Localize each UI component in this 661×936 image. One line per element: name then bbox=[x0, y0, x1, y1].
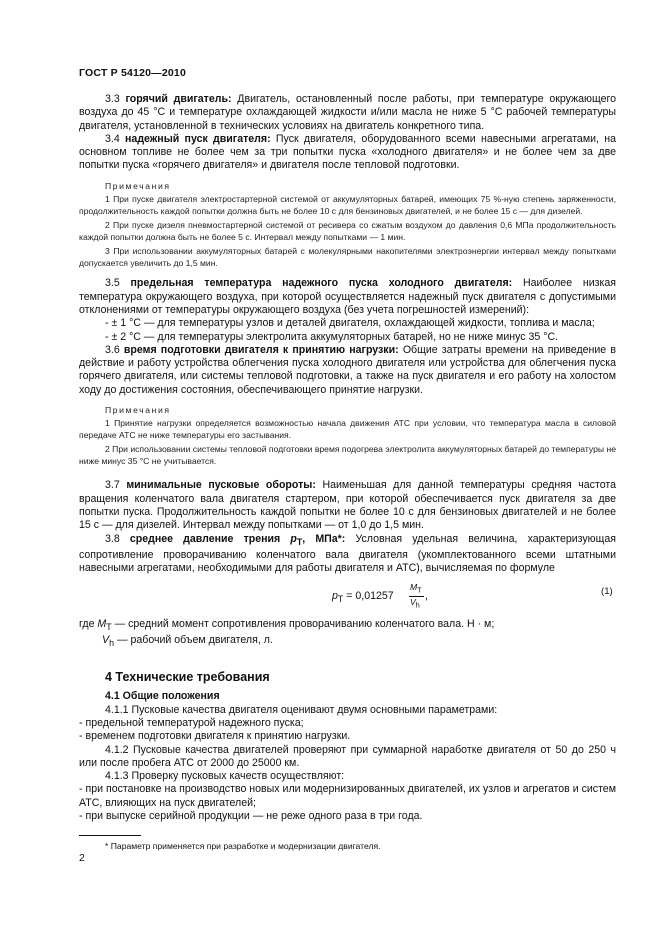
notes-heading: Примечания bbox=[105, 405, 171, 416]
term-symbol: p bbox=[290, 532, 297, 545]
where-line-v bbox=[79, 634, 616, 650]
subscript: T bbox=[106, 621, 112, 632]
clause-4-1-2: 4.1.2 Пусковые качества двигателей проверяют при суммарной наработке двигателя от 50 до 250 ч или после пробега АТС от 2000 до 25000 км. bbox=[79, 743, 616, 769]
clause-3-4 bbox=[79, 133, 616, 173]
clause-3-7 bbox=[79, 479, 616, 532]
list-item: - ± 2 °С — для температуры электролита аккумуляторных батарей, но не ниже минус 35 °С. bbox=[105, 330, 559, 343]
list-item: - ± 1 °С — для температуры узлов и деталей двигателя, охлаждающей жидкости, топлива и масла; bbox=[105, 317, 595, 330]
clause-3-8 bbox=[79, 533, 616, 576]
symbol-definition: — средний момент сопротивления проворачиванию коленчатого вала. Н · м; bbox=[111, 617, 495, 630]
notes-heading: Примечания bbox=[105, 180, 171, 191]
note-item: 2 При пуске дизеля пневмостартерной системой от ресивера со сжатым воздухом до давления 0,6 МПа продолжительность каждой попытки должна быть не более 5 с. Интервал между попытками — 1 мин. bbox=[79, 219, 616, 243]
definition: Наименьшая для данной температуры средняя частота вращения коленчатого вала двигателя стартером, при которой обеспечивается пуск двигателя за две попытки пуска. Продолжительность каждой попытки не более 10 с для бензиновых двигателей и не более 15 с — для дизелей. Интервал между попытками — от 1,0 до 1,5 мин. bbox=[79, 479, 616, 532]
symbol: V bbox=[102, 633, 110, 646]
page-header: ГОСТ Р 54120—2010 bbox=[79, 67, 187, 79]
clause-3-3 bbox=[79, 93, 616, 133]
note-item: 2 При использовании системы тепловой подготовки время подогрева электролита аккумуляторных батарей до температуры не ниже минус 35 °С не учитывается. bbox=[79, 444, 616, 467]
clause-number: 3.3 bbox=[105, 93, 120, 105]
list-item: - при постановке на производство новых или модернизированных двигателей, их узлов и агрегатов и систем АТС, влияющих на пуск двигателей; bbox=[79, 783, 616, 809]
clause-number: 3.6 bbox=[105, 343, 120, 356]
formula-denominator bbox=[410, 597, 420, 610]
list-item: - предельной температурой надежного пуска; bbox=[79, 716, 304, 729]
symbol-definition: — рабочий объем двигателя, л. bbox=[114, 633, 273, 646]
note-item: 1 Принятие нагрузки определяется возможностью начала движения АТС при условии, что температура масла в силовой передаче АТС не ниже температуры его застывания. bbox=[79, 418, 616, 441]
formula-comma: , bbox=[425, 589, 428, 602]
definition: Пуск двигателя, оборудованного всеми навесными агрегатами, на основном топливе не более чем за три попытки пуска «холодного двигателя» и не более чем за две попытки пуска «горячего двигателя» и двигателя после тепловой подготовки. bbox=[79, 132, 616, 172]
term bbox=[130, 533, 345, 545]
subscript: h bbox=[109, 638, 114, 649]
term: время подготовки двигателя к принятию нагрузки: bbox=[123, 343, 399, 356]
definition: Условная удельная величина, характеризующая сопротивление проворачиванию коленчатого вала двигателя (укомплектованного всеми штатными навесными агрегатами, необходимыми для работы двигателя и АТС), вычисляемая по формуле bbox=[79, 532, 616, 575]
clause-number: 3.8 bbox=[105, 532, 120, 545]
formula-subscript: h bbox=[415, 601, 420, 610]
formula-subscript: T bbox=[337, 593, 344, 604]
term: минимальные пусковые обороты: bbox=[126, 479, 316, 492]
symbol: M bbox=[97, 617, 107, 630]
footnote-divider bbox=[79, 835, 141, 836]
section-4-title: 4 Технические требования bbox=[105, 670, 270, 685]
list-item: - временем подготовки двигателя к принятию нагрузки. bbox=[79, 730, 351, 743]
clause-3-6 bbox=[79, 344, 616, 397]
definition: Двигатель, остановленный после работы, при температуре окружающего воздуха до 45 °С и температуре охлаждающей жидкости и/или масла не ниже 5 °С рабочей температуры двигателя, установленной в технических условиях на двигатель конкретного типа. bbox=[79, 93, 616, 132]
footnote: * Параметр применяется при разработке и модернизации двигателя. bbox=[105, 841, 381, 852]
note-item: 3 При использовании аккумуляторных батарей с молекулярными накопителями электроэнергии интервал между попытками допускается увеличить до 1,5 мин. bbox=[79, 246, 616, 269]
clause-4-1-3: 4.1.3 Проверку пусковых качеств осуществляют: bbox=[105, 770, 345, 783]
formula-subscript: T bbox=[417, 586, 422, 595]
clause-number: 3.7 bbox=[105, 479, 120, 492]
term-suffix: , МПа*: bbox=[302, 532, 346, 545]
page-content bbox=[79, 93, 616, 854]
term: предельная температура надежного пуска холодного двигателя: bbox=[130, 277, 513, 290]
list-item: - при выпуске серийной продукции — не реже одного раза в три года. bbox=[79, 810, 423, 823]
term: надежный пуск двигателя: bbox=[125, 132, 271, 145]
formula-symbol: V bbox=[410, 596, 416, 607]
formula-symbol: M bbox=[410, 581, 418, 592]
where-line-m bbox=[79, 618, 616, 634]
term-subscript: T bbox=[296, 536, 303, 547]
where-prefix: где bbox=[79, 617, 98, 630]
term: горячий двигатель: bbox=[125, 93, 232, 105]
clause-number: 3.4 bbox=[105, 132, 120, 145]
formula-1 bbox=[79, 582, 616, 614]
formula-symbol: p bbox=[332, 589, 338, 602]
definition: Общие затраты времени на приведение в действие и работу устройства облегчения пуска холодного двигателя или устройства для облегчения пуска горячего двигателя, или системы тепловой подготовки, а также на пуск двигателя и его работу на холостом ходу до достижения состояния, обеспечивающего принятие нагрузки. bbox=[79, 343, 616, 396]
definition: Наиболее низкая температура окружающего воздуха, при которой осуществляется надежный пуск двигателя с допустимыми отклонениями от температуры окружающего воздуха (без учета погрешностей измерений): bbox=[79, 277, 616, 316]
note-item: 1 При пуске двигателя электростартерной системой от аккумуляторных батарей, имеющих 75 %-ную степень заряженности, продолжительность каждой попытки должна быть не более 10 с для бензиновых двигателей, и не более 15 с — для дизелей. bbox=[79, 193, 616, 216]
clause-3-5 bbox=[79, 277, 616, 317]
formula-numerator bbox=[410, 582, 422, 595]
subsection-4-1-title: 4.1 Общие положения bbox=[105, 690, 220, 703]
term-prefix: среднее давление трения bbox=[129, 532, 291, 545]
clause-4-1-1: 4.1.1 Пусковые качества двигателя оценивают двумя основными параметрами: bbox=[105, 703, 498, 716]
formula-number: (1) bbox=[601, 585, 613, 597]
formula-coefficient: = 0,01257 bbox=[343, 589, 394, 602]
page-number: 2 bbox=[79, 852, 85, 864]
clause-number: 3.5 bbox=[105, 277, 120, 290]
formula-lhs bbox=[332, 590, 394, 604]
